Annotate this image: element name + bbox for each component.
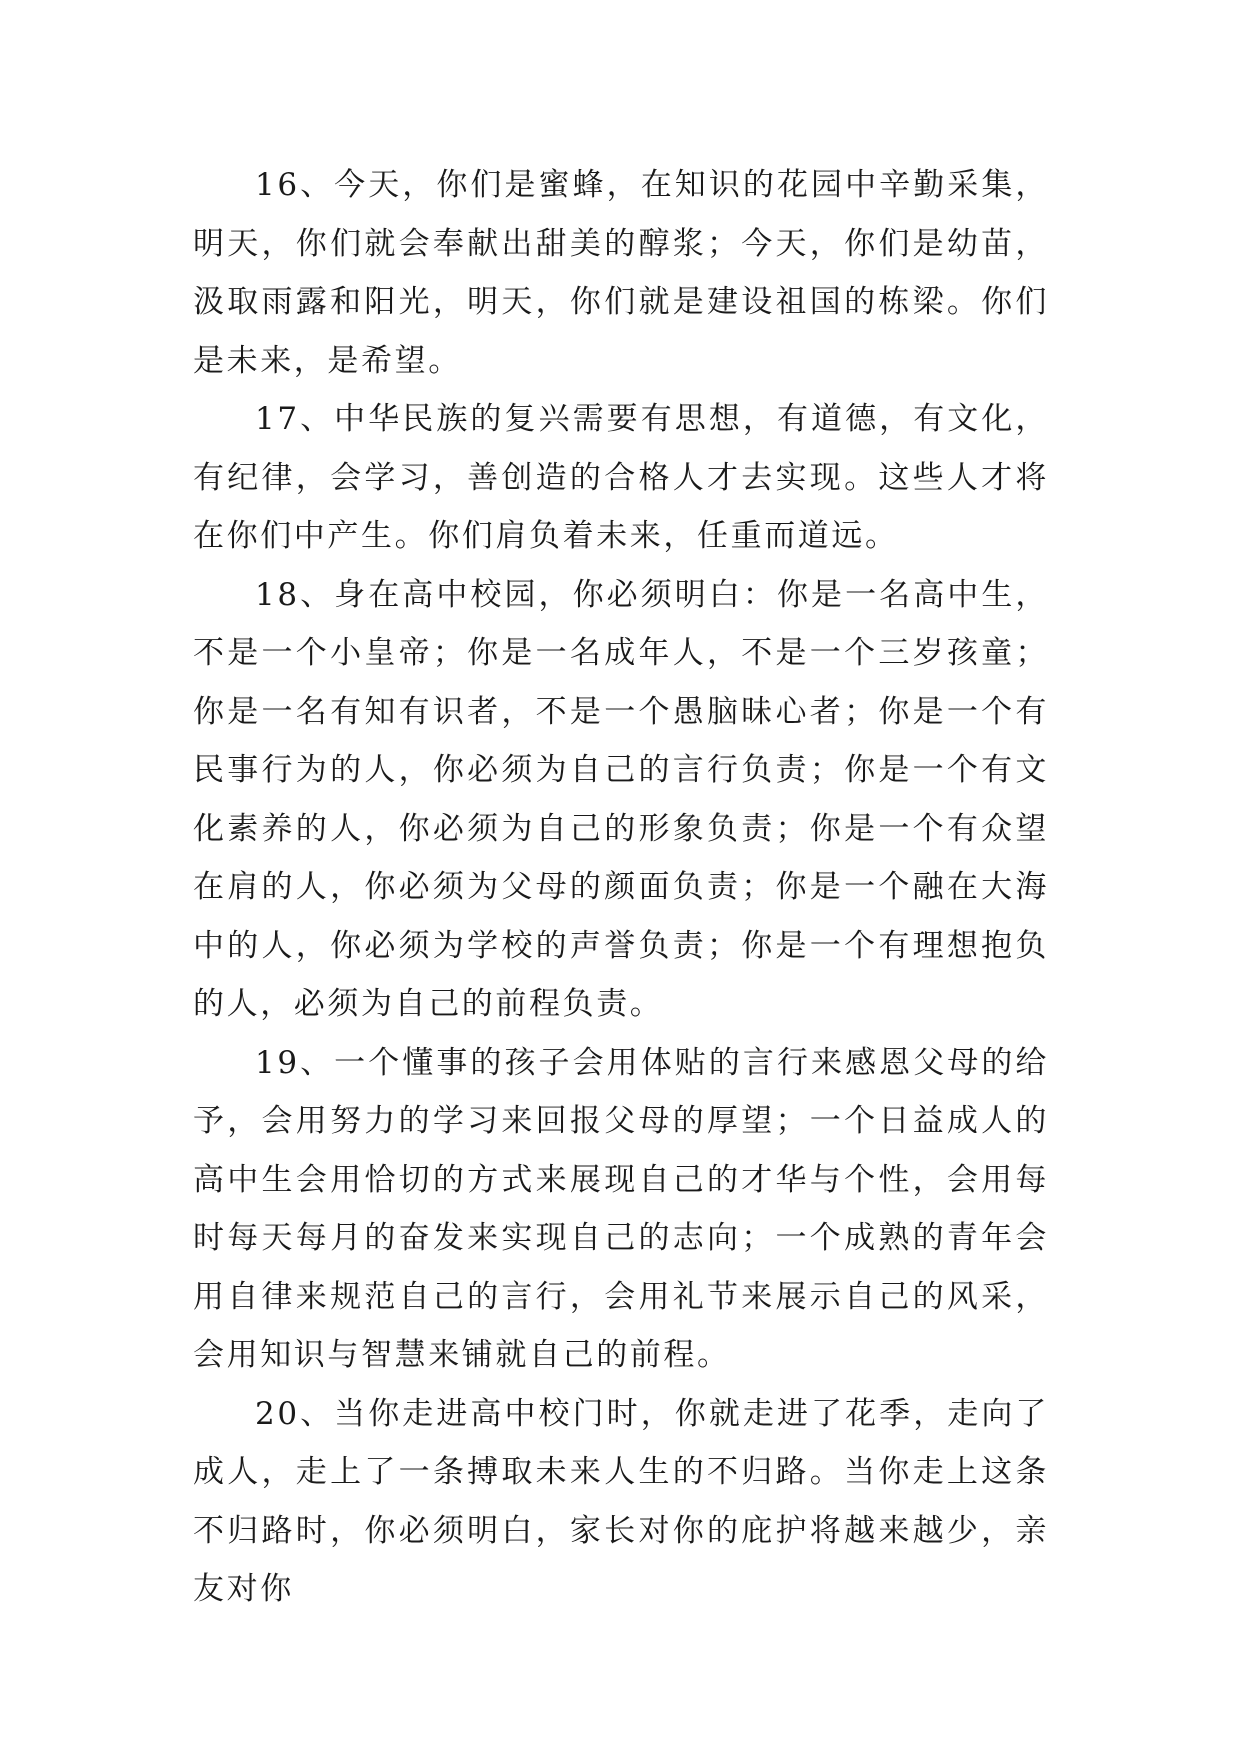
document-body bbox=[193, 156, 1049, 1619]
paragraph-18: 18、身在高中校园，你必须明白：你是一名高中生，不是一个小皇帝；你是一名成年人，不是一个三岁孩童；你是一名有知有识者，不是一个愚脑昧心者；你是一个有民事行为的人，你必须为自己的言行负责；你是一个有文化素养的人，你必须为自己的形象负责；你是一个有众望在肩的人，你必须为父母的颜面负责；你是一个融在大海中的人，你必须为学校的声誉负责；你是一个有理想抱负的人，必须为自己的前程负责。 bbox=[193, 576, 1049, 1022]
paragraph-20: 20、当你走进高中校门时，你就走进了花季，走向了成人，走上了一条搏取未来人生的不归路。当你走上这条不归路时，你必须明白，家长对你的庇护将越来越少，亲友对你 bbox=[193, 1395, 1049, 1607]
paragraph-19: 19、一个懂事的孩子会用体贴的言行来感恩父母的给予，会用努力的学习来回报父母的厚望；一个日益成人的高中生会用恰切的方式来展现自己的才华与个性，会用每时每天每月的奋发来实现自己的志向；一个成熟的青年会用自律来规范自己的言行，会用礼节来展示自己的风采，会用知识与智慧来铺就自己的前程。 bbox=[193, 1044, 1049, 1373]
paragraph-16: 16、今天，你们是蜜蜂，在知识的花园中辛勤采集，明天，你们就会奉献出甜美的醇浆；今天，你们是幼苗，汲取雨露和阳光，明天，你们就是建设祖国的栋梁。你们是未来，是希望。 bbox=[193, 167, 1049, 379]
paragraph-17: 17、中华民族的复兴需要有思想，有道德，有文化，有纪律，会学习，善创造的合格人才去实现。这些人才将在你们中产生。你们肩负着未来，任重而道远。 bbox=[193, 401, 1049, 554]
